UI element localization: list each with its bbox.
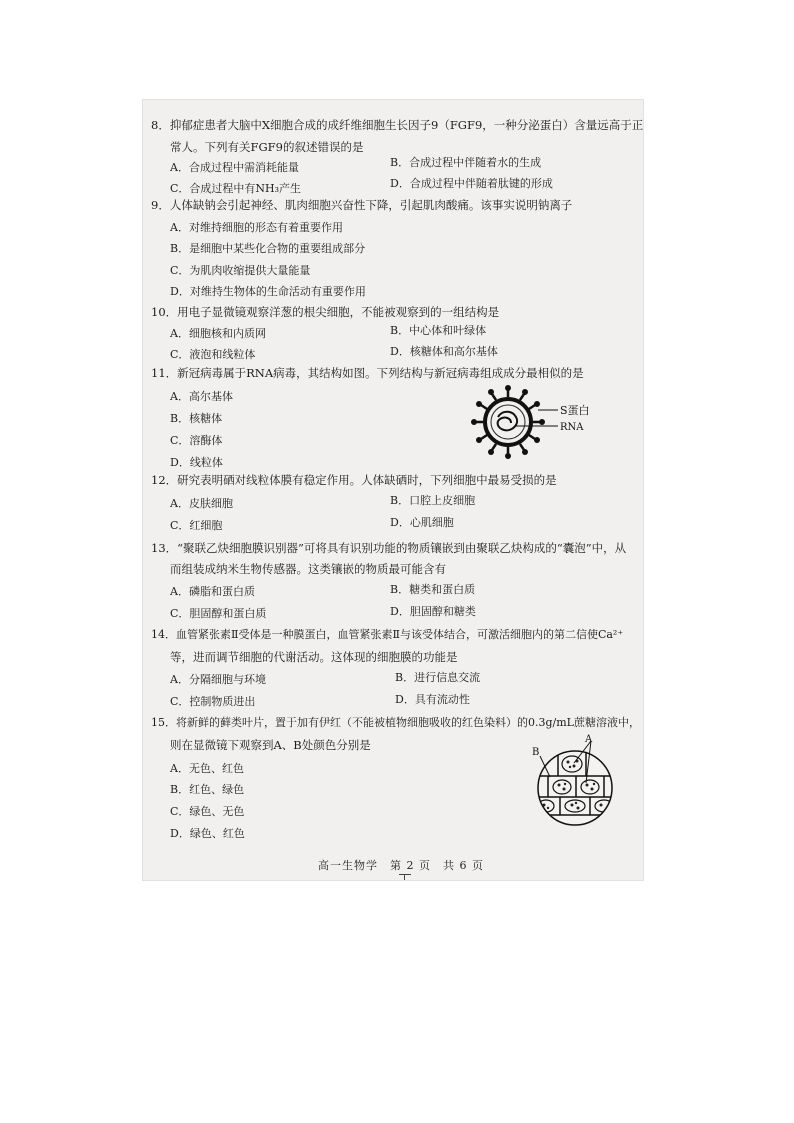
question-14-option-a: A．分隔细胞与环境 [170, 673, 266, 686]
question-10-option-b: B．中心体和叶绿体 [390, 324, 487, 337]
question-8-text-cont: 常人。下列有关FGF9的叙述错误的是 [170, 140, 364, 154]
question-8-option-a: A．合成过程中需消耗能量 [170, 161, 299, 174]
question-12-option-b: B．口腔上皮细胞 [390, 494, 476, 507]
question-14-text: 14．血管紧张素Ⅱ受体是一种膜蛋白，血管紧张素Ⅱ与该受体结合，可激活细胞内的第二信使Ca²⁺ [151, 628, 624, 641]
coronavirus-diagram [466, 384, 606, 464]
footer-mark [399, 874, 411, 875]
question-13-text: 13．“聚联乙炔细胞膜识别器”可将具有识别功能的物质镶嵌到由聚联乙炔构成的“囊泡”中，从 [151, 541, 627, 555]
question-15-text-cont: 则在显微镜下观察到A、B处颜色分别是 [170, 738, 371, 752]
question-12-option-a: A．皮肤细胞 [170, 497, 233, 510]
footer-mark-stem [404, 874, 405, 880]
question-11-option-d: D．线粒体 [170, 456, 223, 469]
question-9-option-a: A．对维持细胞的形态有着重要作用 [170, 221, 343, 234]
question-14-option-b: B．进行信息交流 [395, 671, 481, 684]
question-12-option-d: D．心肌细胞 [390, 516, 454, 529]
question-9-text: 9．人体缺钠会引起神经、肌肉细胞兴奋性下降，引起肌肉酸痛。该事实说明钠离子 [151, 198, 573, 212]
question-15-option-a: A．无色、红色 [170, 762, 244, 775]
question-8-text: 8．抑郁症患者大脑中X细胞合成的成纤维细胞生长因子9（FGF9，一种分泌蛋白）含量远高于正 [151, 118, 644, 132]
question-9-option-c: C．为肌肉收缩提供大量能量 [170, 264, 311, 277]
question-8-option-d: D．合成过程中伴随着肽键的形成 [390, 177, 553, 190]
figure-label-s-protein: S蛋白 [560, 404, 590, 417]
question-14-text-cont: 等，进而调节细胞的代谢活动。这体现的细胞膜的功能是 [170, 650, 458, 664]
figure-label-rna: RNA [560, 422, 584, 433]
question-8-option-b: B．合成过程中伴随着水的生成 [390, 156, 542, 169]
question-10-text: 10．用电子显微镜观察洋葱的根尖细胞，不能被观察到的一组结构是 [151, 305, 500, 319]
question-13-text-cont: 而组装成纳米生物传感器。这类镶嵌的物质最可能含有 [170, 562, 446, 576]
question-10-option-c: C．液泡和线粒体 [170, 348, 256, 361]
question-15-option-c: C．绿色、无色 [170, 805, 245, 818]
question-15-text: 15．将新鲜的藓类叶片，置于加有伊红（不能被植物细胞吸收的红色染料）的0.3g/mL蔗糖溶液中， [151, 716, 640, 729]
moss-leaf-cells-diagram [528, 733, 628, 829]
question-11-option-a: A．高尔基体 [170, 390, 233, 403]
figure-label-b: B [532, 747, 540, 758]
question-10-option-d: D．核糖体和高尔基体 [390, 345, 498, 358]
page-footer: 高一生物学 第 2 页 共 6 页 [318, 859, 484, 872]
question-13-option-a: A．磷脂和蛋白质 [170, 585, 255, 598]
question-9-option-b: B．是细胞中某些化合物的重要组成部分 [170, 242, 366, 255]
question-8-option-c: C．合成过程中有NH₃产生 [170, 182, 302, 195]
question-12-text: 12．研究表明硒对线粒体膜有稳定作用。人体缺硒时，下列细胞中最易受损的是 [151, 473, 557, 487]
question-14-option-c: C．控制物质进出 [170, 695, 256, 708]
question-15-option-d: D．绿色、红色 [170, 827, 245, 840]
question-15-option-b: B．红色、绿色 [170, 783, 245, 796]
question-10-option-a: A．细胞核和内质网 [170, 327, 266, 340]
question-13-option-b: B．糖类和蛋白质 [390, 583, 476, 596]
question-11-text: 11．新冠病毒属于RNA病毒，其结构如图。下列结构与新冠病毒组成成分最相似的是 [151, 366, 584, 380]
figure-label-a: A [585, 734, 593, 745]
question-14-option-d: D．具有流动性 [395, 693, 470, 706]
question-11-option-c: C．溶酶体 [170, 434, 223, 447]
question-11-option-b: B．核糖体 [170, 412, 223, 425]
question-12-option-c: C．红细胞 [170, 519, 223, 532]
question-13-option-d: D．胆固醇和糖类 [390, 605, 476, 618]
question-9-option-d: D．对维持生物体的生命活动有重要作用 [170, 285, 366, 298]
question-13-option-c: C．胆固醇和蛋白质 [170, 607, 267, 620]
